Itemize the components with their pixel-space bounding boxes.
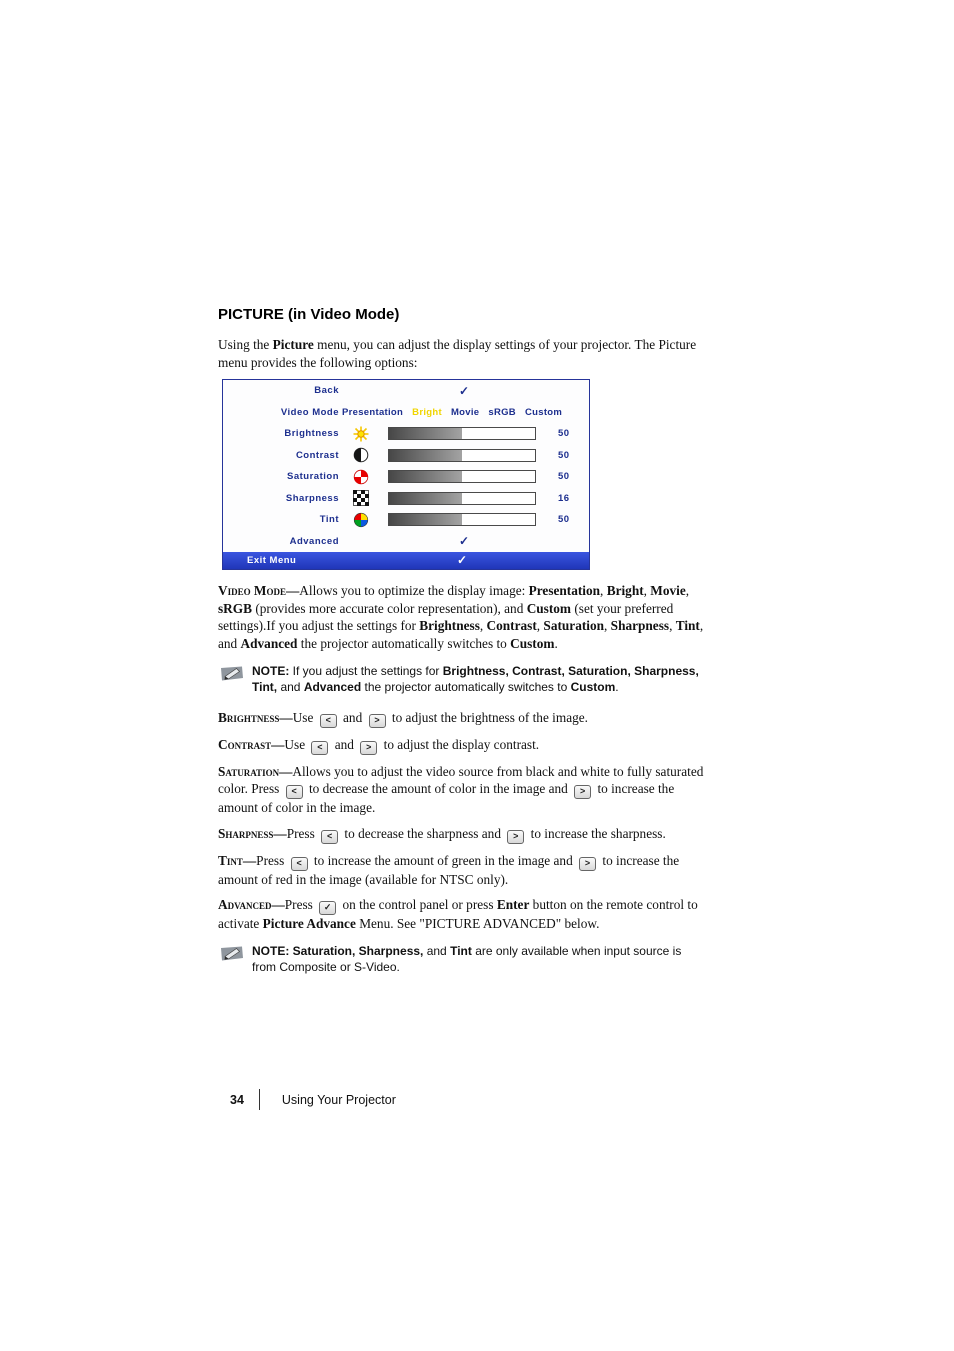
contrast-value: 50 <box>558 449 570 461</box>
tint-paragraph: Tint—Press < to increase the amount of green in the image and > to increase the amount of red in the image (available for NTSC only). <box>218 852 680 887</box>
tint-colorwheel-icon <box>353 512 369 528</box>
osd-exit-menu-bar <box>223 552 589 569</box>
note-pencil-icon <box>220 945 244 962</box>
contrast-half-circle-icon <box>353 447 369 463</box>
advanced-paragraph: Advanced—Press ✓ on the control panel or press Enter button on the remote control to activate Picture Advance Menu. See "PICTURE ADVANCED" below. <box>218 897 698 932</box>
left-key-icon: < <box>321 830 338 844</box>
page-footer <box>230 1089 396 1110</box>
page-content <box>218 306 710 989</box>
sharpness-value: 16 <box>558 492 570 504</box>
left-key-icon: < <box>291 857 308 871</box>
note-block-2 <box>220 943 710 976</box>
brightness-value: 50 <box>558 428 570 440</box>
sharpness-paragraph: Sharpness—Press < to decrease the sharpness and > to increase the sharpness. <box>218 825 710 844</box>
osd-contrast-label: Contrast <box>295 449 339 461</box>
osd-tint-label: Tint <box>319 514 339 526</box>
osd-advanced-content <box>339 534 589 548</box>
note-2-text: NOTE: Saturation, Sharpness, and Tint are only available when input source is from Composite or S-Video. <box>252 943 682 975</box>
mode-srgb: sRGB <box>488 406 516 418</box>
contrast-slider <box>388 449 536 462</box>
page-number: 34 <box>230 1092 244 1107</box>
projector-osd-menu <box>222 379 590 570</box>
osd-video-mode-label: Video Mode <box>280 406 339 418</box>
osd-row-back <box>223 380 589 402</box>
mode-movie: Movie <box>450 406 480 418</box>
brightness-sun-icon <box>353 426 369 442</box>
osd-row-brightness <box>223 423 589 445</box>
brightness-slider <box>388 427 536 440</box>
note-block-1 <box>220 663 710 696</box>
right-key-icon: > <box>360 741 377 755</box>
note-1-text: NOTE: If you adjust the settings for Brightness, Contrast, Saturation, Sharpness, Tint, and Advanced the projector automatically switches to Custom. <box>252 663 699 695</box>
footer-title: Using Your Projector <box>281 1092 396 1107</box>
video-mode-paragraph: Video Mode—Allows you to optimize the display image: Presentation, Bright, Movie, sRGB (provides more accurate color representation), and Custom (set your preferred settings).If you adjust the settings for Brightness, Contrast, Saturation, Sharpness, Tint, and Advanced the projector automatically switches to Custom. <box>218 583 704 651</box>
left-key-icon: < <box>286 785 303 799</box>
mode-presentation: Presentation <box>342 406 404 418</box>
mode-bright-selected: Bright <box>412 406 442 418</box>
osd-video-mode-options <box>339 407 589 418</box>
osd-saturation-label: Saturation <box>287 471 339 483</box>
saturation-pinwheel-icon <box>353 469 369 485</box>
right-key-icon: > <box>507 830 524 844</box>
check-icon: ✓ <box>458 534 470 549</box>
right-key-icon: > <box>579 857 596 871</box>
section-heading: PICTURE (in Video Mode) <box>218 306 400 323</box>
contrast-paragraph: Contrast—Use < and > to adjust the display contrast. <box>218 736 710 755</box>
mode-custom: Custom <box>524 406 563 418</box>
left-key-icon: < <box>311 741 328 755</box>
tint-slider <box>388 513 536 526</box>
check-key-icon: ✓ <box>319 901 336 915</box>
osd-back-content <box>339 384 589 398</box>
osd-row-advanced <box>223 531 589 553</box>
osd-row-contrast <box>223 445 589 467</box>
osd-back-label: Back <box>314 385 339 397</box>
osd-brightness-label: Brightness <box>284 428 339 440</box>
osd-row-video-mode <box>223 402 589 424</box>
check-icon: ✓ <box>457 553 468 568</box>
saturation-paragraph: Saturation—Allows you to adjust the video source from black and white to fully saturated color. Press < to decrease the amount of color in the image and > to increase the amount of color in the image. <box>218 763 704 816</box>
check-icon: ✓ <box>458 383 470 398</box>
right-key-icon: > <box>574 785 591 799</box>
saturation-value: 50 <box>558 471 570 483</box>
footer-divider <box>259 1089 260 1110</box>
tint-value: 50 <box>558 514 570 526</box>
osd-sharpness-label: Sharpness <box>285 492 339 504</box>
osd-exit-label: Exit Menu <box>247 555 297 567</box>
sharpness-checker-icon <box>353 490 369 506</box>
sharpness-slider <box>388 492 536 505</box>
note-pencil-icon <box>220 665 244 682</box>
osd-row-saturation <box>223 466 589 488</box>
saturation-slider <box>388 470 536 483</box>
osd-advanced-label: Advanced <box>289 535 339 547</box>
osd-row-tint <box>223 509 589 531</box>
left-key-icon: < <box>320 714 337 728</box>
brightness-paragraph: Brightness—Use < and > to adjust the brightness of the image. <box>218 709 710 728</box>
osd-row-sharpness <box>223 488 589 510</box>
right-key-icon: > <box>369 714 386 728</box>
intro-paragraph: Using the Picture menu, you can adjust the display settings of your projector. The Picture menu provides the following options: <box>218 337 697 370</box>
